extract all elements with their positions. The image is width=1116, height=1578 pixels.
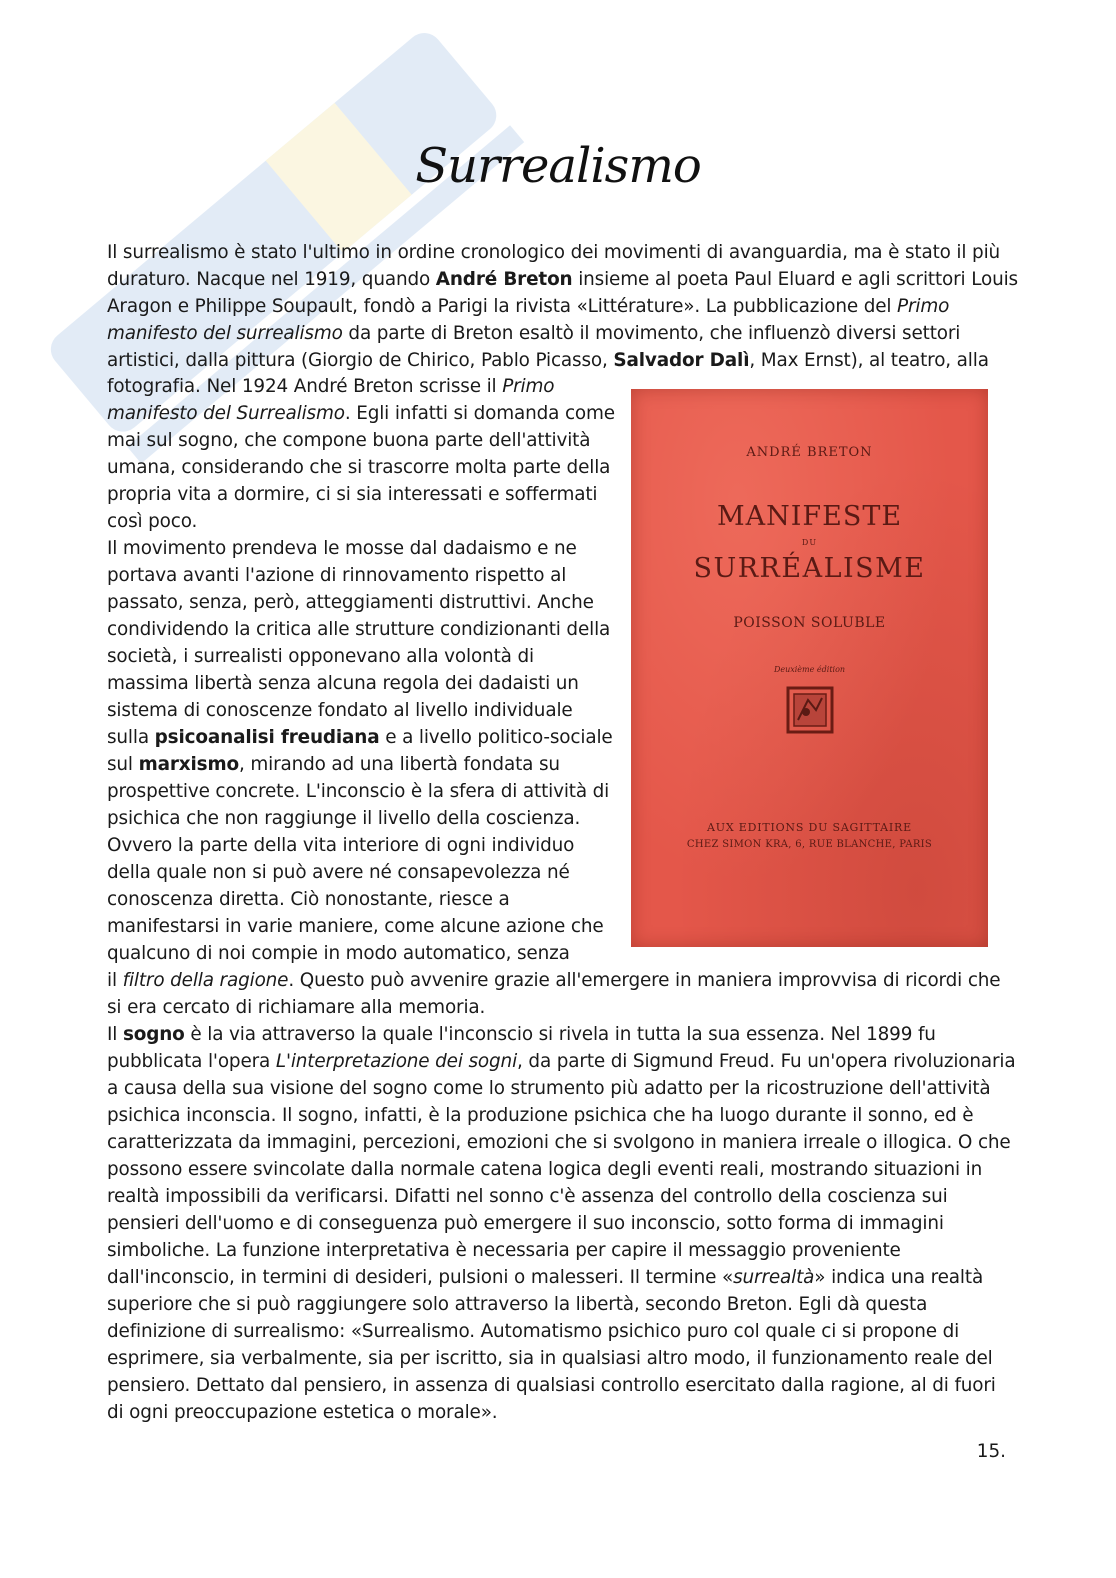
text-line: si era cercato di richiamare alla memoria. <box>107 997 486 1018</box>
text-line: sistema di conoscenze fondato al livello individuale <box>107 700 573 721</box>
text-line: manifesto del surrealismo da parte di Breton esaltò il movimento, che influenzò diversi settori <box>107 323 961 344</box>
text-line: psichica che non raggiunge il livello della coscienza. <box>107 808 581 829</box>
text-line: pensieri dell'uomo e di conseguenza può emergere il suo inconscio, sotto forma di immagini <box>107 1213 944 1234</box>
text-line: passato, senza, però, atteggiamenti distruttivi. Anche <box>107 592 594 613</box>
text-line: condividendo la critica alle strutture condizionanti della <box>107 619 611 640</box>
text-line: artistici, dalla pittura (Giorgio de Chirico, Pablo Picasso, Salvador Dalì, Max Ernst), al teatro, alla <box>107 350 989 371</box>
text-line: conoscenza diretta. Ciò nonostante, riesce a <box>107 889 510 910</box>
text-line: esprimere, sia verbalmente, sia per iscritto, sia in qualsiasi altro modo, il funzionamento reale del <box>107 1348 993 1369</box>
text-line: fotografia. Nel 1924 André Breton scrisse il Primo <box>107 376 555 397</box>
cover-edition: Deuxième édition <box>773 665 846 674</box>
text-line: a causa della sua visione del sogno come lo strumento più adatto per la ricostruzione dell'attività <box>107 1078 991 1099</box>
text-line: superiore che si può raggiungere solo attraverso la libertà, secondo Breton. Egli dà questa <box>107 1294 928 1315</box>
cover-subtitle: POISSON SOLUBLE <box>733 615 886 631</box>
text-line: umana, considerando che si trascorre molta parte della <box>107 457 611 478</box>
text-line: il filtro della ragione. Questo può avvenire grazie all'emergere in maniera improvvisa di ricordi che <box>107 970 1001 991</box>
text-line: possono essere svincolate dalla normale catena logica degli eventi reali, mostrando situazioni in <box>107 1159 983 1180</box>
text-line: Il movimento prendeva le mosse dal dadaismo e ne <box>107 538 577 559</box>
text-line: manifestarsi in varie maniere, come alcune azione che <box>107 916 604 937</box>
text-line: Ovvero la parte della vita interiore di ogni individuo <box>107 835 575 856</box>
text-line: pubblicata l'opera L'interpretazione dei sogni, da parte di Sigmund Freud. Fu un'opera rivoluzionaria <box>107 1051 1016 1072</box>
text-line: psichica inconscia. Il sogno, infatti, è la produzione psichica che ha luogo durante il sonno, ed è <box>107 1105 974 1126</box>
text-line: propria vita a dormire, ci si sia interessati e soffermati <box>107 484 598 505</box>
text-line: di ogni preoccupazione estetica o morale». <box>107 1402 498 1423</box>
text-line: portava avanti l'azione di rinnovamento rispetto al <box>107 565 567 586</box>
text-line: società, i surrealisti opponevano alla volontà di <box>107 646 534 667</box>
text-line: massima libertà senza alcuna regola dei dadaisti un <box>107 673 579 694</box>
page-number: 15. <box>976 1441 1006 1462</box>
cover-author: ANDRÉ BRETON <box>746 445 873 460</box>
text-line: dall'inconscio, in termini di desideri, pulsioni o malesseri. Il termine «surrealtà» indica una realtà <box>107 1267 984 1288</box>
cover-publisher-line2: CHEZ SIMON KRA, 6, RUE BLANCHE, PARIS <box>686 839 933 850</box>
text-line: definizione di surrealismo: «Surrealismo. Automatismo psichico puro col quale ci si propone di <box>107 1321 960 1342</box>
text-line: qualcuno di noi compie in modo automatico, senza <box>107 943 570 964</box>
text-line: prospettive concrete. L'inconscio è la sfera di attività di <box>107 781 610 802</box>
page-title: Surrealismo <box>415 138 701 194</box>
text-line: mai sul sogno, che compone buona parte dell'attività <box>107 430 591 451</box>
text-line: simboliche. La funzione interpretativa è necessaria per capire il messaggio proveniente <box>107 1240 901 1261</box>
text-line: caratterizzata da immagini, percezioni, emozioni che si svolgono in maniera irreale o illogica. O che <box>107 1132 1011 1153</box>
cover-title-du: DU <box>801 538 818 547</box>
cover-title-line2: SURRÉALISME <box>693 553 926 584</box>
text-line: Aragon e Philippe Soupault, fondò a Parigi la rivista «Littérature». La pubblicazione del Primo <box>107 296 950 317</box>
book-cover-image <box>631 389 988 947</box>
text-line: duraturo. Nacque nel 1919, quando André Breton insieme al poeta Paul Eluard e agli scrittori Louis <box>107 269 1018 290</box>
cover-title-line1: MANIFESTE <box>716 501 903 532</box>
text-line: sul marxismo, mirando ad una libertà fondata su <box>107 754 560 775</box>
text-line: della quale non si può avere né consapevolezza né <box>107 862 570 883</box>
text-line: Il surrealismo è stato l'ultimo in ordine cronologico dei movimenti di avanguardia, ma è stato il più <box>107 242 1001 263</box>
text-line: sulla psicoanalisi freudiana e a livello politico-sociale <box>107 727 613 748</box>
text-line: manifesto del Surrealismo. Egli infatti si domanda come <box>107 403 615 424</box>
cover-emblem-icon <box>786 686 834 734</box>
text-line: Il sogno è la via attraverso la quale l'inconscio si rivela in tutta la sua essenza. Nel 1899 fu <box>107 1024 936 1045</box>
cover-publisher-line1: AUX EDITIONS DU SAGITTAIRE <box>707 821 912 834</box>
text-line: così poco. <box>107 511 198 532</box>
text-line: realtà impossibili da verificarsi. Difatti nel sonno c'è assenza del controllo della coscienza sui <box>107 1186 948 1207</box>
text-line: pensiero. Dettato dal pensiero, in assenza di qualsiasi controllo esercitato dalla ragione, al di fuori <box>107 1375 996 1396</box>
